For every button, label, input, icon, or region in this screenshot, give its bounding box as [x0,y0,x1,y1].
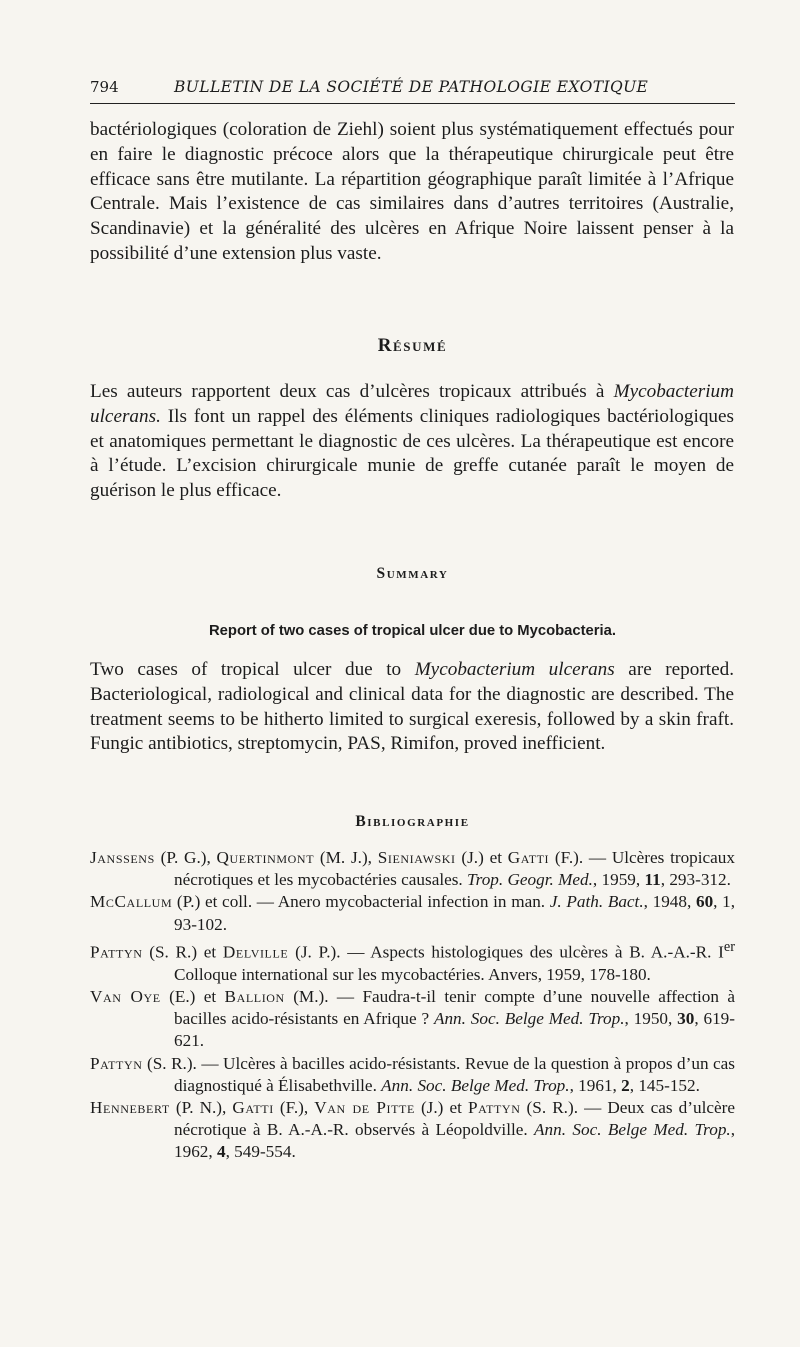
ref-author: Delville [222,942,289,962]
journal-title: BULLETIN DE LA SOCIÉTÉ DE PATHOLOGIE EXOTIQUE [174,78,649,96]
ref-journal: J. Path. Bact. [549,892,644,912]
running-header [90,78,735,100]
ref-journal: Ann. Soc. Belge Med. Trop. [381,1075,570,1095]
ref-text: (F.). — Ulcères tropicaux nécrotiques et les mycobactéries causales. [174,848,735,890]
reference-entry [90,847,735,891]
ref-text: (P. N.), [169,1097,233,1117]
ref-text: (S. R.) et [142,942,223,962]
ref-journal: Ann. Soc. Belge Med. Trop. [534,1120,731,1140]
ref-pages: , 619-621. [174,1009,735,1051]
ref-text: (P.) et coll. — Anero mycobacterial infection in man. [172,892,550,912]
reference-entry [90,891,735,935]
ref-text: (P. G.), [154,848,217,867]
ref-author: Van de Pitte [314,1097,415,1117]
header-rule [90,103,735,104]
summary-species: Mycobacterium ulcerans [414,659,615,680]
resume-heading: Résumé [377,335,448,356]
ref-pages: , 293-312. [660,870,731,890]
resume-text-a: Les auteurs rapportent deux cas d’ulcères tropicaux attribués à [90,381,605,402]
ref-ordinal: I [718,942,724,962]
ref-text: (M.). — Faudra-t-il tenir compte d’une nouvelle affection à bacilles acido-résistants en Afrique ? [174,986,735,1029]
body-paragraph: bactériologiques (coloration de Ziehl) soient plus systématiquement effectués pour en faire le diagnostic précoce alors que la thérapeutique chirurgicale peut être efficace sans être mutilante. La répartition géographique paraît limitée à l’Afrique Centrale. Mais l’existence de cas similaires dans d’autres territoires (Australie, Scandinavie) et la généralité des ulcères en Afrique Noire laissent penser à la possibilité d’une extension plus vaste. [90,119,734,264]
ref-author: Hennebert [90,1097,170,1117]
ref-year: , 1950, [624,1009,678,1029]
ref-text: (E.) et [160,986,225,1006]
ref-text: (F.), [273,1097,315,1117]
reference-entry [90,986,735,1053]
ref-author: Ballion [224,986,285,1006]
reference-entry [90,936,735,986]
summary-paragraph [90,658,734,757]
ref-volume: 4 [216,1142,226,1162]
resume-species: Mycobacterium ulcerans. [90,381,735,427]
ref-text: (S. R.). — Ulcères à bacilles acido-résistants. Revue de la question à propos d’un cas diagnostiqué à Élisabethville. [142,1053,735,1095]
reference-entry [90,1053,735,1097]
ref-text: (J. P.). — Aspects histologiques des ulcères à B. A.-A.-R. [288,942,719,962]
ref-year: , 1948, [643,892,696,912]
ref-author: Pattyn [467,1097,521,1117]
ref-author: Sieniawski [377,848,456,867]
ref-journal: Ann. Soc. Belge Med. Trop. [433,1009,625,1029]
ref-volume: 2 [621,1075,630,1095]
ref-year: , 1961, [569,1075,622,1095]
ref-volume: 11 [644,870,661,890]
reference-entry [90,1097,735,1164]
ref-text: Colloque international sur les mycobactéries. Anvers, 1959, 178-180. [174,964,651,984]
ref-pages: , 549-554. [225,1142,296,1162]
ref-ordinal-sup: er [723,938,735,955]
bibliography-heading: Bibliographie [355,813,470,830]
ref-journal: Trop. Geogr. Med. [467,870,593,890]
ref-year: , 1962, [174,1120,736,1162]
ref-author: McCallum [90,892,173,912]
ref-pages: , 145-152. [629,1075,700,1095]
ref-author: Quertinmont [216,848,315,867]
summary-text-a: Two cases of tropical ulcer due to [90,659,402,680]
ref-author: Pattyn [90,1053,143,1073]
page-number: 794 [90,78,119,96]
ref-pages: , 1, 93-102. [174,892,736,934]
resume-paragraph [90,380,734,504]
ref-volume: 30 [677,1009,695,1029]
ref-volume: 60 [695,892,714,912]
resume-text-b: Ils font un rappel des éléments cliniques radiologiques bactériologiques et anatomiques permettant le diagnostic de ces ulcères. La thérapeutique est encore à l’étude. L’excision chirurgicale munie de greffe cutanée paraît le moyen de guérison le plus efficace. [90,405,734,502]
ref-author: Gatti [507,848,550,867]
summary-report-title: Report of two cases of tropical ulcer due to Mycobacteria. [208,623,616,639]
ref-author: Pattyn [90,942,143,962]
summary-heading: Summary [376,565,449,582]
summary-text-b: are reported. Bacteriological, radiological and clinical data for the diagnostic are described. The treatment seems to be hitherto limited to surgical exeresis, followed by a skin fraft. Fungic antibiotics, streptomycin, PAS, Rimifon, proved inefficient. [90,659,734,755]
ref-text: (J.) et [414,1097,468,1117]
bibliography-list [90,847,735,1164]
ref-author: Van Oye [90,986,161,1006]
ref-year: , 1959, [592,870,645,890]
ref-author: Gatti [232,1097,274,1117]
ref-text: (J.) et [455,848,508,867]
ref-text: (M. J.), [314,848,378,867]
ref-text: (S. R.). — Deux cas d’ulcère nécrotique à B. A.-A.-R. observés à Léopoldville. [174,1097,735,1140]
ref-author: Janssens [90,848,155,867]
